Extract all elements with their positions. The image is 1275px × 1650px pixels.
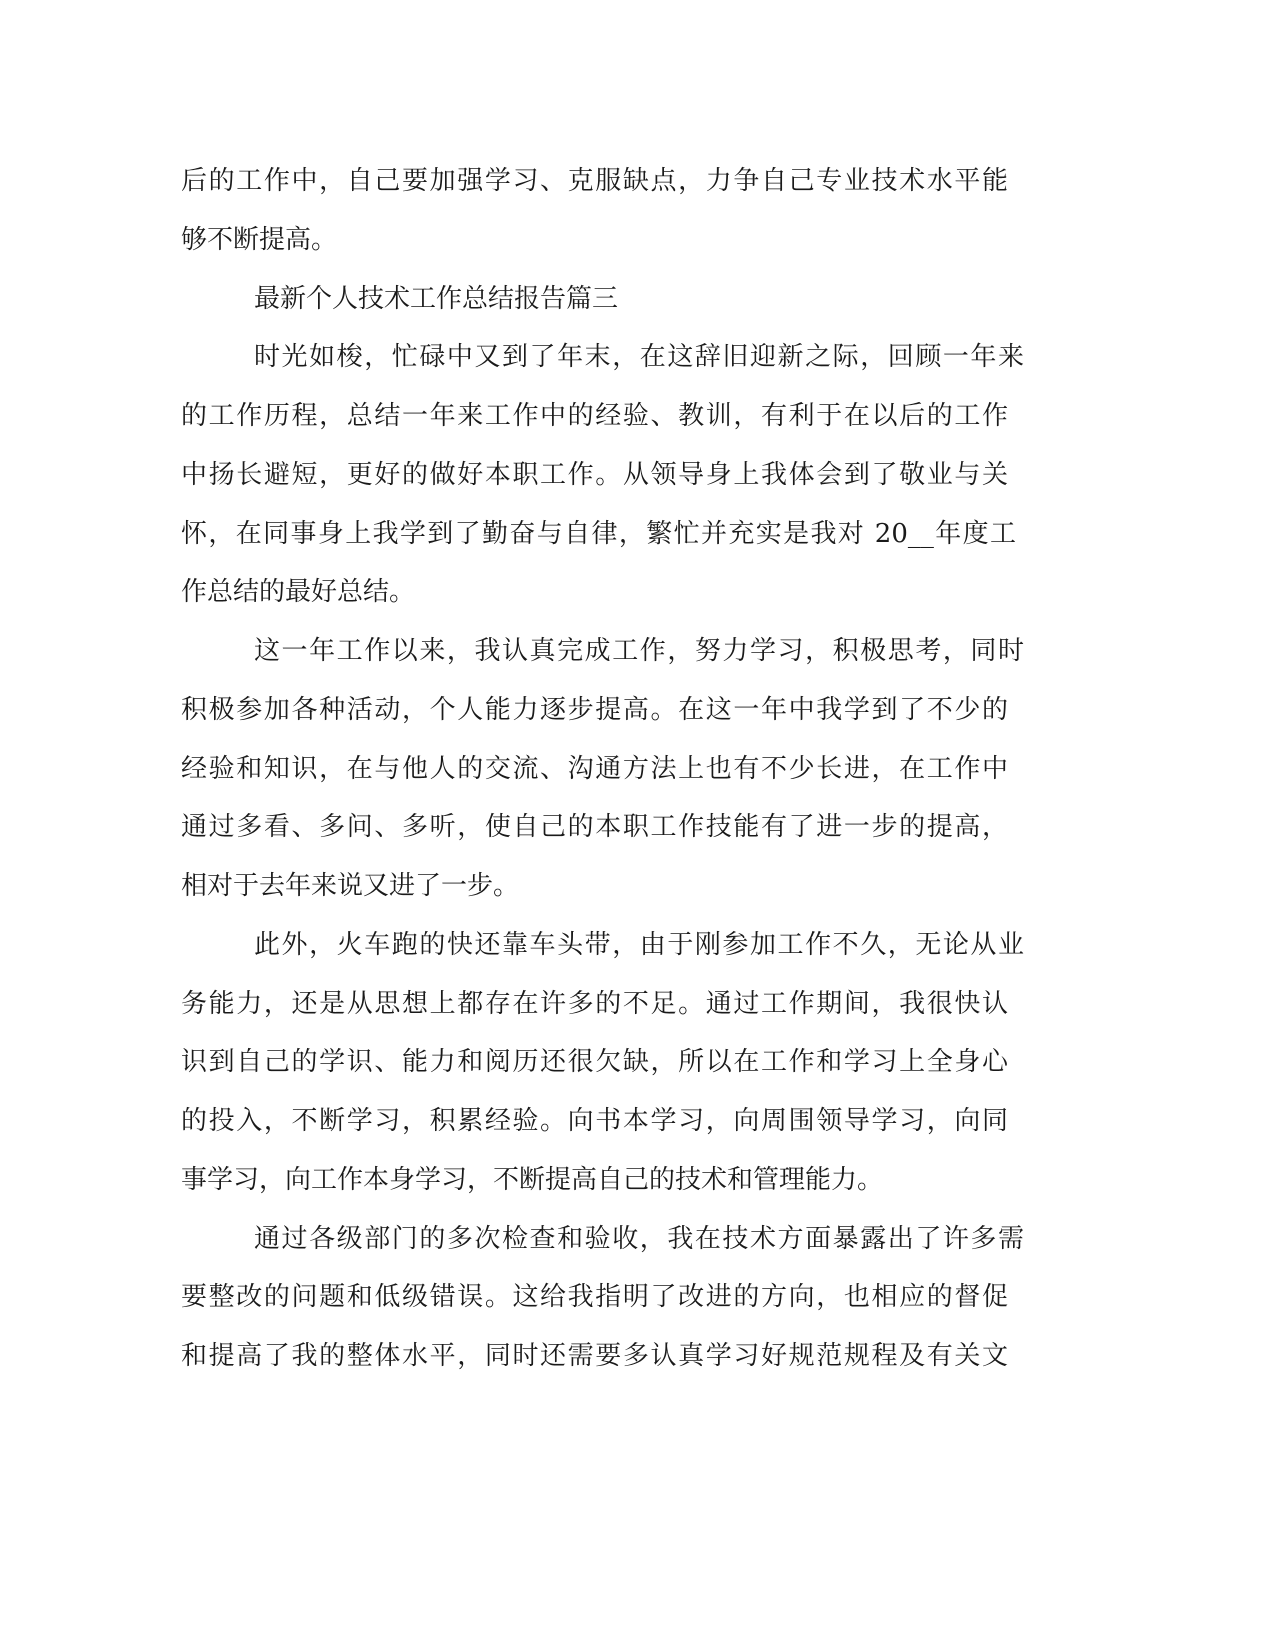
- paragraph-line: 经验和知识，在与他人的交流、沟通方法上也有不少长进，在工作中: [181, 754, 1008, 784]
- paragraph-line: 的投入，不断学习，积累经验。向书本学习，向周围领导学习，向同: [181, 1106, 1008, 1136]
- paragraph-line: 够不断提高。: [181, 225, 338, 255]
- paragraph-line: 时光如梭，忙碌中又到了年末，在这辞旧迎新之际，回顾一年来: [254, 342, 1024, 372]
- paragraph-line: 的工作历程，总结一年来工作中的经验、教训，有利于在以后的工作: [181, 401, 1008, 431]
- paragraph-line: 通过多看、多问、多听，使自己的本职工作技能有了进一步的提高，: [181, 812, 1008, 842]
- paragraph-line: 相对于去年来说又进了一步。: [181, 871, 520, 901]
- paragraph-line: 通过各级部门的多次检查和验收，我在技术方面暴露出了许多需: [254, 1224, 1024, 1254]
- paragraph-line: 要整改的问题和低级错误。这给我指明了改进的方向，也相应的督促: [181, 1282, 1008, 1312]
- section-heading: 最新个人技术工作总结报告篇三: [254, 284, 619, 314]
- paragraph-line: 中扬长避短，更好的做好本职工作。从领导身上我体会到了敬业与关: [181, 460, 1008, 490]
- paragraph-line: 这一年工作以来，我认真完成工作，努力学习，积极思考，同时: [254, 636, 1024, 666]
- paragraph-line: 务能力，还是从思想上都存在许多的不足。通过工作期间，我很快认: [181, 989, 1008, 1019]
- paragraph-line: 识到自己的学识、能力和阅历还很欠缺，所以在工作和学习上全身心: [181, 1047, 1008, 1077]
- paragraph-line: 此外，火车跑的快还靠车头带，由于刚参加工作不久，无论从业: [254, 930, 1024, 960]
- paragraph-line: 和提高了我的整体水平，同时还需要多认真学习好规范规程及有关文: [181, 1341, 1008, 1371]
- paragraph-line: 作总结的最好总结。: [181, 577, 416, 607]
- paragraph-line: 事学习，向工作本身学习，不断提高自己的技术和管理能力。: [181, 1165, 884, 1195]
- paragraph-line: 后的工作中，自己要加强学习、克服缺点，力争自己专业技术水平能: [181, 166, 1008, 196]
- paragraph-line: 积极参加各种活动，个人能力逐步提高。在这一年中我学到了不少的: [181, 695, 1008, 725]
- paragraph-line: 怀，在同事身上我学到了勤奋与自律，繁忙并充实是我对 20__年度工: [181, 519, 1016, 549]
